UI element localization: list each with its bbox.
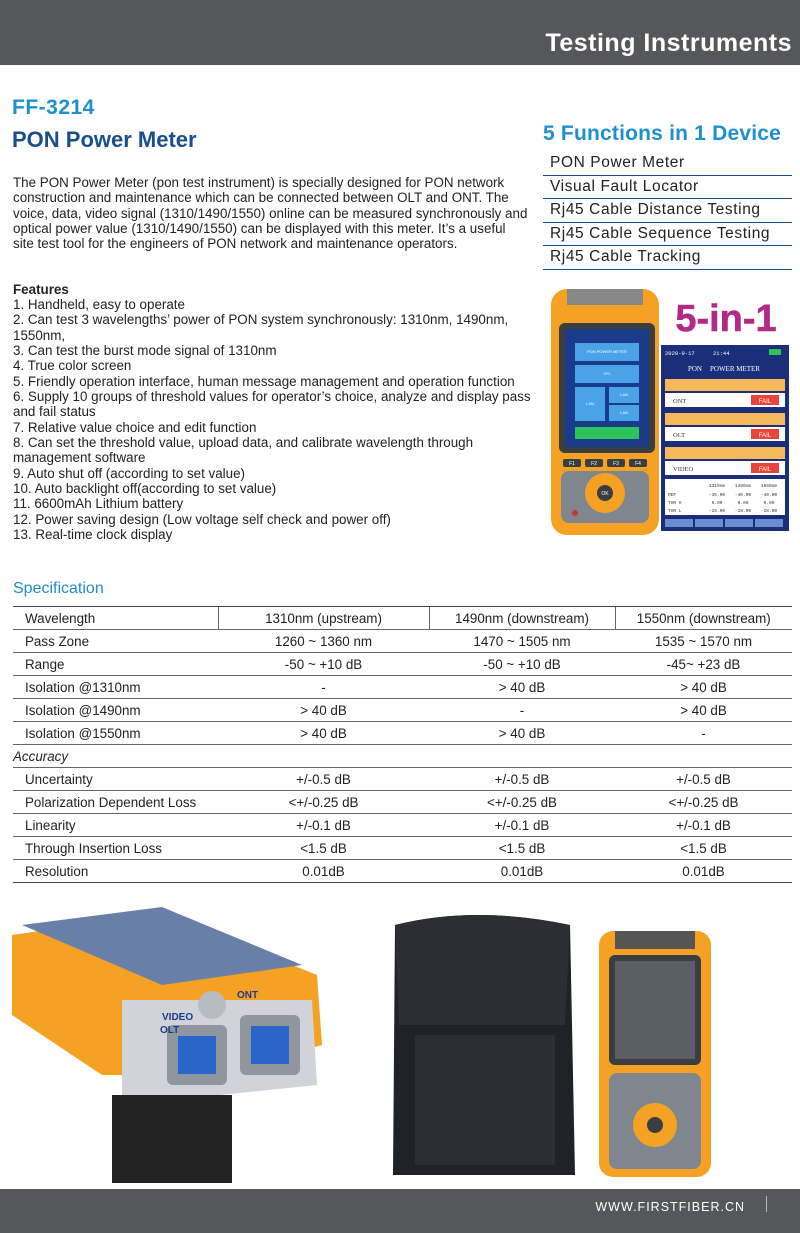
f-key-label: F4 <box>635 461 641 467</box>
spec-label: Isolation @1550nm <box>13 722 218 745</box>
feature-item: 10. Auto backlight off(according to set value) <box>13 481 277 497</box>
thr-head: 1490nm <box>734 484 752 489</box>
spec-label: Uncertainty <box>13 768 218 791</box>
thr-label: THR H <box>668 501 682 506</box>
spec-section-accuracy: Accuracy <box>13 745 792 768</box>
device-top-front <box>615 931 695 949</box>
thr-label: THR L <box>668 509 682 514</box>
table-row <box>13 607 792 630</box>
table-row <box>13 768 792 791</box>
spec-value: +/-0.1 dB <box>615 814 792 837</box>
function-item: Visual Fault Locator <box>543 176 792 200</box>
pouch-flap <box>395 915 570 1025</box>
feature-item: 8. Can set the threshold value, upload data, and calibrate wavelength through management software <box>13 435 474 466</box>
spec-value: > 40 dB <box>218 722 429 745</box>
table-row <box>13 699 792 722</box>
table-row <box>13 791 792 814</box>
table-row <box>13 722 792 745</box>
device-menu-label: PON POWER METER <box>586 349 628 354</box>
inset-row-label: VIDEO <box>673 466 694 473</box>
function-item: PON Power Meter <box>543 152 792 176</box>
feature-item: 11. 6600mAh Lithium battery <box>13 496 184 512</box>
spec-value: 1535 ~ 1570 nm <box>615 630 792 653</box>
f-key-label: F2 <box>591 461 597 467</box>
spec-value: 1310nm (upstream) <box>218 607 429 630</box>
softkey <box>725 519 753 527</box>
screen-front <box>615 961 695 1059</box>
footer-url[interactable]: WWW.FIRSTFIBER.CN <box>595 1200 745 1214</box>
spec-value: > 40 dB <box>218 699 429 722</box>
thr-value: -35.00 <box>708 493 726 498</box>
spec-value: > 40 dB <box>615 699 792 722</box>
table-row <box>13 860 792 883</box>
spec-value: > 40 dB <box>615 676 792 699</box>
thr-label: REF <box>668 493 677 498</box>
port-label-video: VIDEO <box>162 1012 194 1023</box>
spec-label: Range <box>13 653 218 676</box>
spec-value: 0.01dB <box>218 860 429 883</box>
inset-band <box>665 447 785 459</box>
spec-label: Linearity <box>13 814 218 837</box>
function-item: Rj45 Cable Sequence Testing <box>543 223 792 247</box>
spec-value: - <box>429 699 615 722</box>
spec-table <box>13 606 792 883</box>
spec-heading: Specification <box>13 580 104 597</box>
feature-item: 7. Relative value choice and edit function <box>13 419 257 435</box>
softkey <box>695 519 723 527</box>
inset-title: POWER METER <box>710 365 760 373</box>
spec-label: Isolation @1310nm <box>13 676 218 699</box>
feature-item: 3. Can test the burst mode signal of 1310nm <box>13 343 277 359</box>
thr-value: -40.00 <box>760 493 778 498</box>
photo-carry-pouch <box>385 905 580 1185</box>
spec-value: +/-0.1 dB <box>429 814 615 837</box>
spec-value: 1470 ~ 1505 nm <box>429 630 615 653</box>
feature-item: 12. Power saving design (Low voltage self check and power off) <box>13 511 391 527</box>
spec-value: - <box>615 722 792 745</box>
thr-head: 1310nm <box>708 484 726 489</box>
spec-value: +/-0.5 dB <box>218 768 429 791</box>
inset-time: 21:44 <box>713 350 730 357</box>
spec-value: <1.5 dB <box>218 837 429 860</box>
spec-value: 0.01dB <box>429 860 615 883</box>
softkey <box>665 519 693 527</box>
spec-value: <+/-0.25 dB <box>429 791 615 814</box>
feature-item: 5. Friendly operation interface, human message management and operation function <box>13 373 515 389</box>
table-row <box>13 814 792 837</box>
port-label-olt: OLT <box>160 1025 180 1036</box>
battery-icon <box>769 349 781 355</box>
fail-label: FAIL <box>758 399 772 405</box>
spec-value: - <box>218 676 429 699</box>
ok-label: OK <box>601 491 609 497</box>
spec-value: <+/-0.25 dB <box>218 791 429 814</box>
pouch-mesh <box>415 1035 555 1165</box>
thr-value: -40.00 <box>734 493 752 498</box>
spec-value: -50 ~ +10 dB <box>429 653 615 676</box>
functions-list <box>543 152 792 270</box>
f-key-label: F3 <box>613 461 619 467</box>
spec-value: > 40 dB <box>429 722 615 745</box>
spec-value: 0.01dB <box>615 860 792 883</box>
five-in-one-badge: 5-in-1 <box>675 298 777 340</box>
spec-label: Polarization Dependent Loss <box>13 791 218 814</box>
spec-value: 1260 ~ 1360 nm <box>218 630 429 653</box>
table-row <box>13 630 792 653</box>
inset-band <box>665 379 785 391</box>
spec-value: 1550nm (downstream) <box>615 607 792 630</box>
thr-head: 1550nm <box>760 484 778 489</box>
inset-date: 2020-9-17 <box>665 350 695 357</box>
device-illustration <box>545 285 795 535</box>
thr-value: 5.00 <box>711 501 723 506</box>
device-menu-label: LAN <box>620 392 628 397</box>
feature-item: 9. Auto shut off (according to set value) <box>13 465 245 481</box>
spec-value: +/-0.5 dB <box>429 768 615 791</box>
product-model: FF-3214 <box>12 96 95 119</box>
spec-label: Isolation @1490nm <box>13 699 218 722</box>
footer-divider <box>766 1196 767 1212</box>
power-icon <box>572 510 578 516</box>
device-menu-label: VFL <box>603 371 611 376</box>
feature-item: 6. Supply 10 groups of threshold values for operator’s choice, analyze and display pass and fail status <box>13 389 531 420</box>
spec-label: Wavelength <box>13 607 218 630</box>
function-item: Rj45 Cable Distance Testing <box>543 199 792 223</box>
connector-left-insert <box>178 1036 216 1074</box>
f-key-label: F1 <box>569 461 575 467</box>
spec-value: > 40 dB <box>429 676 615 699</box>
fail-label: FAIL <box>758 467 772 473</box>
spec-value: -50 ~ +10 dB <box>218 653 429 676</box>
spec-label: Resolution <box>13 860 218 883</box>
functions-heading: 5 Functions in 1 Device <box>543 122 781 145</box>
thr-value: -28.00 <box>734 509 752 514</box>
thr-value: 0.00 <box>737 501 749 506</box>
spec-value: <+/-0.25 dB <box>615 791 792 814</box>
spec-value: 1490nm (downstream) <box>429 607 615 630</box>
device-menu-label: LAN <box>586 401 594 406</box>
device-menu-label: LAN <box>620 410 628 415</box>
table-row <box>13 653 792 676</box>
photo-device-front <box>595 925 715 1180</box>
table-row <box>13 745 792 768</box>
spec-value: <1.5 dB <box>429 837 615 860</box>
product-name: PON Power Meter <box>12 127 197 152</box>
spec-label: Through Insertion Loss <box>13 837 218 860</box>
connector-right-insert <box>251 1026 289 1064</box>
features-heading: Features <box>13 282 69 297</box>
spec-value: +/-0.5 dB <box>615 768 792 791</box>
port-label-ont: ONT <box>237 990 259 1001</box>
ok-front-icon <box>647 1117 663 1133</box>
header-title: Testing Instruments <box>545 29 792 57</box>
fail-label: FAIL <box>758 433 772 439</box>
function-item: Rj45 Cable Tracking <box>543 246 792 270</box>
thr-value: -28.00 <box>760 509 778 514</box>
inset-title-pon: PON <box>687 365 703 373</box>
spec-value: -45~ +23 dB <box>615 653 792 676</box>
table-row <box>13 837 792 860</box>
softkey <box>755 519 783 527</box>
photo-connectors-closeup <box>12 905 322 1183</box>
spec-label: Pass Zone <box>13 630 218 653</box>
spec-value: +/-0.1 dB <box>218 814 429 837</box>
fc-connector <box>198 991 226 1019</box>
features-list <box>13 297 533 543</box>
device-top-connectors <box>567 289 643 305</box>
inset-row-label: ONT <box>673 398 687 405</box>
table-row <box>13 676 792 699</box>
feature-item: 1. Handheld, easy to operate <box>13 297 185 312</box>
feature-item: 13. Real-time clock display <box>13 527 173 543</box>
device-status-bar <box>575 427 639 439</box>
intro-paragraph: The PON Power Meter (pon test instrument) is specially designed for PON network construction and maintenance which can be connected between OLT and ONT. The voice, data, video signal (1310/1490/1550) online can be measured synchronously and optical power value (1310/1490/1550) can be displayed with this meter. It’s a useful site test tool for the engineers of PON network and maintenance operators. <box>13 175 528 252</box>
inset-row-label: OLT <box>673 432 686 439</box>
inset-band <box>665 413 785 425</box>
thr-value: 0.00 <box>763 501 775 506</box>
feature-item: 2. Can test 3 wavelengths’ power of PON system synchronously: 1310nm, 1490nm, 1550nm, <box>13 312 509 343</box>
feature-item: 4. True color screen <box>13 358 132 374</box>
bottom-shadow <box>112 1095 232 1183</box>
thr-value: -28.00 <box>708 509 726 514</box>
spec-value: <1.5 dB <box>615 837 792 860</box>
